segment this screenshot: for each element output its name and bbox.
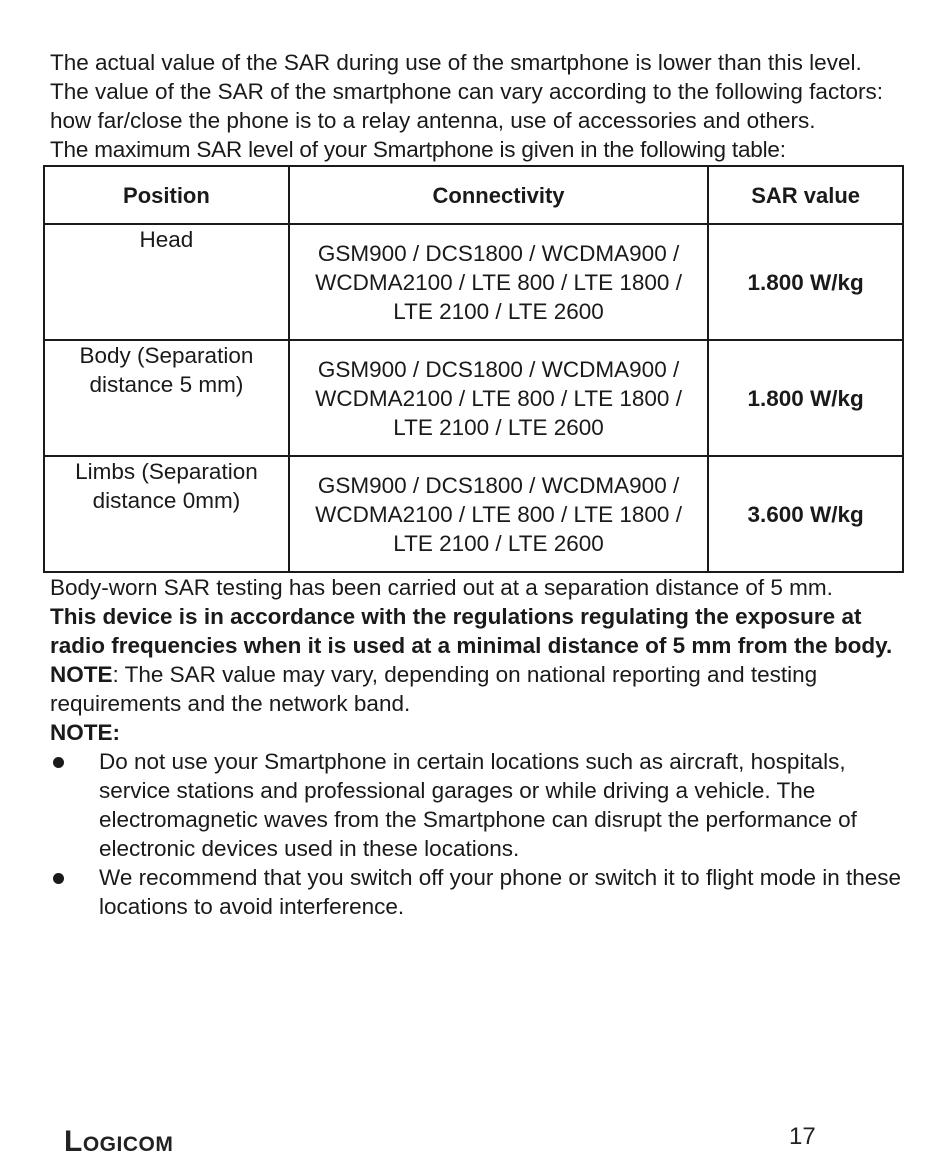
cell-position: Body (Separation distance 5 mm) xyxy=(44,340,289,456)
table-row xyxy=(44,340,903,456)
page-number: 17 xyxy=(789,1123,816,1150)
cell-sar-value: 1.800 W/kg xyxy=(708,224,903,340)
body-worn-paragraph: Body-worn SAR testing has been carried out at a separation distance of 5 mm. xyxy=(50,575,833,600)
note-paragraph xyxy=(50,660,910,718)
cell-sar-value: 3.600 W/kg xyxy=(708,456,903,572)
cell-position: Head xyxy=(44,224,289,340)
header-connectivity: Connectivity xyxy=(289,166,708,224)
sar-table-header-row xyxy=(44,166,903,224)
bullet-icon xyxy=(53,873,64,884)
note-heading: NOTE: xyxy=(50,720,120,745)
intro-paragraph-1: The actual value of the SAR during use of the smartphone is lower than this level. xyxy=(50,50,862,75)
logicom-logo: Logicom xyxy=(64,1125,174,1158)
table-row xyxy=(44,456,903,572)
sar-table xyxy=(43,165,904,573)
list-item xyxy=(50,863,910,921)
document-page xyxy=(50,48,910,921)
bullet-icon xyxy=(53,757,64,768)
intro-paragraph-2: The value of the SAR of the smartphone can vary according to the following factors: how far/close the phone is to a relay antenna, use of accessories and others. xyxy=(50,79,883,133)
intro-paragraph-3: The maximum SAR level of your Smartphone is given in the following table: xyxy=(50,137,786,162)
list-item-text: We recommend that you switch off your phone or switch it to flight mode in these locations to avoid interference. xyxy=(99,865,902,919)
list-item-text: Do not use your Smartphone in certain locations such as aircraft, hospitals, service stations and professional garages or while driving a vehicle. The electromagnetic waves from the Smartphone can disrupt the performance of electronic devices used in these locations. xyxy=(99,749,857,861)
cell-connectivity: GSM900 / DCS1800 / WCDMA900 / WCDMA2100 / LTE 800 / LTE 1800 / LTE 2100 / LTE 2600 xyxy=(289,340,708,456)
header-position: Position xyxy=(44,166,289,224)
note-text: : The SAR value may vary, depending on national reporting and testing requirements and the network band. xyxy=(50,662,818,716)
cell-sar-value: 1.800 W/kg xyxy=(708,340,903,456)
cell-connectivity: GSM900 / DCS1800 / WCDMA900 / WCDMA2100 / LTE 800 / LTE 1800 / LTE 2100 / LTE 2600 xyxy=(289,224,708,340)
note-list xyxy=(50,747,910,921)
cell-connectivity: GSM900 / DCS1800 / WCDMA900 / WCDMA2100 / LTE 800 / LTE 1800 / LTE 2100 / LTE 2600 xyxy=(289,456,708,572)
regulation-paragraph: This device is in accordance with the regulations regulating the exposure at radio frequencies when it is used at a minimal distance of 5 mm from the body. xyxy=(50,604,893,658)
header-sar-value: SAR value xyxy=(708,166,903,224)
note-label: NOTE xyxy=(50,662,113,687)
table-row xyxy=(44,224,903,340)
cell-position: Limbs (Separation distance 0mm) xyxy=(44,456,289,572)
list-item xyxy=(50,747,910,863)
